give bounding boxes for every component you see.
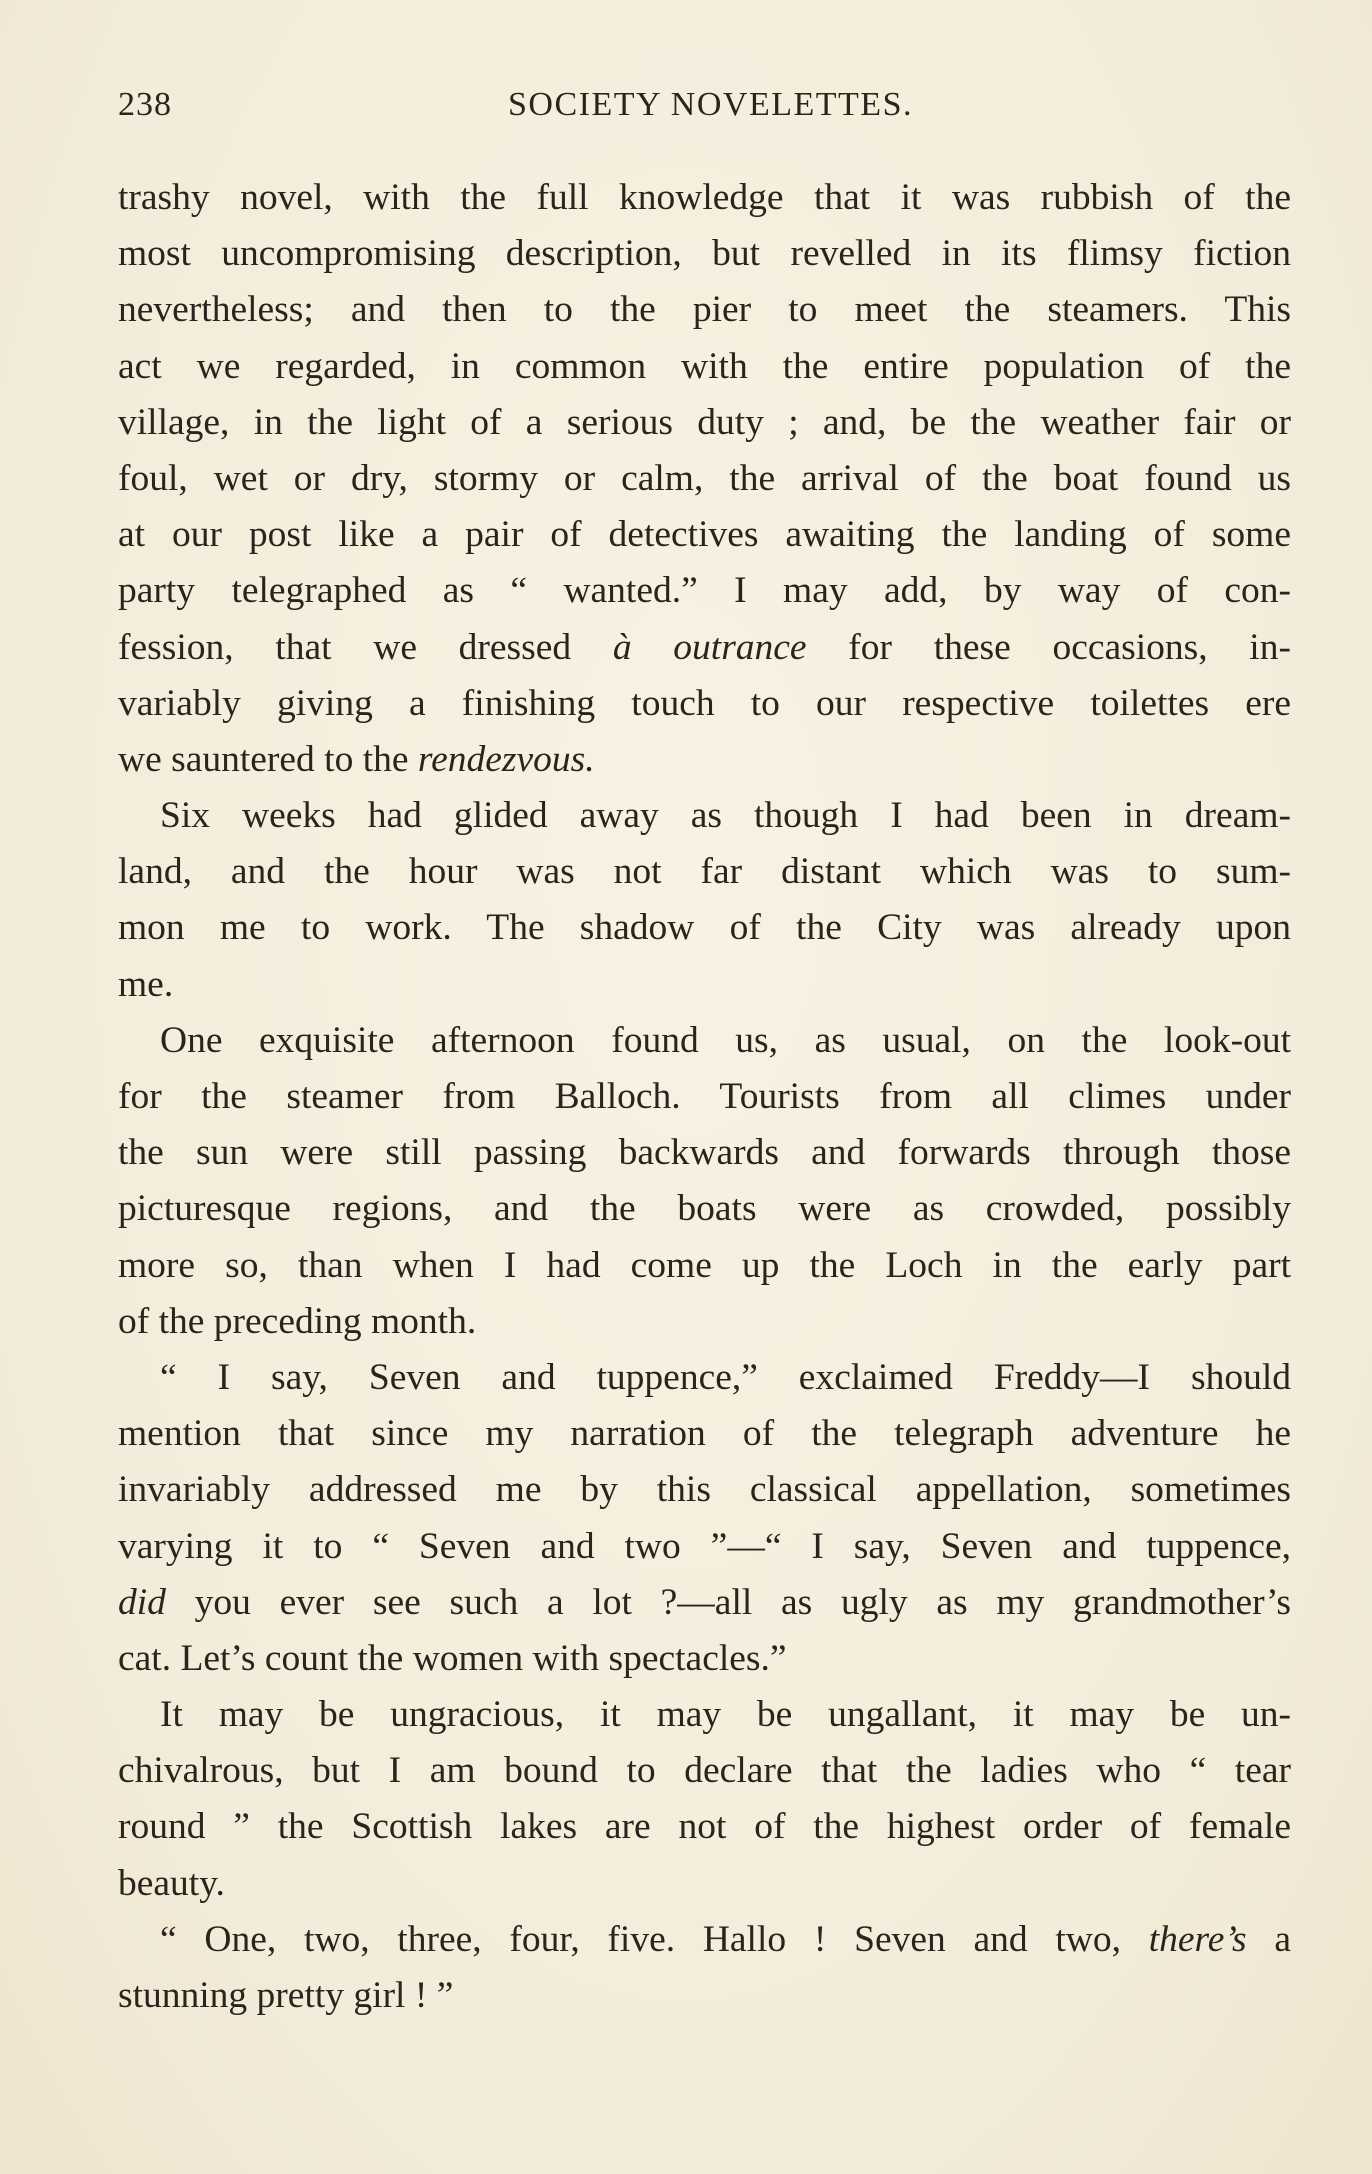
text-line: trashy novel, with the full knowledge that it was rubbish of the: [118, 177, 1291, 218]
text-line: Six weeks had glided away as though I had been in dream-: [160, 795, 1291, 837]
text-line: me.: [118, 963, 174, 1005]
text-line: beauty.: [118, 1862, 225, 1904]
text-segment: a: [1246, 1918, 1291, 1960]
italic-text: there’s: [1148, 1918, 1247, 1960]
text-line: more so, than when I had come up the Loch in the early part: [118, 1244, 1291, 1286]
text-line: variably giving a finishing touch to our respective toilettes ere: [118, 682, 1291, 724]
text-line: [118, 620, 1291, 676]
text-segment: “ One, two, three, four, five. Hallo ! Seven and two,: [160, 1918, 1149, 1960]
text-segment: we sauntered to the: [118, 738, 418, 780]
text-segment: fession, that we dressed: [118, 626, 613, 668]
text-line: It may be ungracious, it may be ungallant, it may be un-: [160, 1694, 1291, 1736]
text-line: picturesque regions, and the boats were as crowded, possibly: [118, 1188, 1291, 1230]
text-line: land, and the hour was not far distant which was to sum-: [118, 851, 1291, 893]
text-line: varying it to “ Seven and two ”—“ I say, Seven and tuppence,: [118, 1525, 1291, 1567]
text-line: most uncompromising description, but revelled in its flimsy fiction: [118, 233, 1291, 275]
running-title: SOCIETY NOVELETTES.: [508, 86, 913, 123]
text-segment: for these occasions, in-: [806, 626, 1291, 668]
text-line: cat. Let’s count the women with spectacles.”: [118, 1637, 787, 1679]
text-segment: you ever see such a lot ?—all as ugly as my grandmother’s: [165, 1581, 1291, 1623]
text-line: “ I say, Seven and tuppence,” exclaimed Freddy—I should: [160, 1356, 1291, 1398]
italic-text: did: [118, 1581, 166, 1623]
italic-text: à outrance: [612, 626, 807, 668]
text-line: at our post like a pair of detectives awaiting the landing of some: [118, 514, 1291, 556]
text-line: mention that since my narration of the telegraph adventure he: [118, 1413, 1291, 1455]
text-line: of the preceding month.: [118, 1300, 477, 1342]
text-line: [118, 1912, 1291, 1968]
text-line: village, in the light of a serious duty ; and, be the weather fair or: [118, 401, 1291, 443]
text-line: foul, wet or dry, stormy or calm, the arrival of the boat found us: [118, 457, 1291, 499]
text-line: for the steamer from Balloch. Tourists from all climes under: [118, 1076, 1291, 1117]
text-line: [118, 1575, 1291, 1631]
text-line: nevertheless; and then to the pier to meet the steamers. This: [118, 289, 1291, 331]
text-line: invariably addressed me by this classical appellation, sometimes: [118, 1469, 1291, 1511]
text-line: One exquisite afternoon found us, as usual, on the look-out: [160, 1019, 1291, 1061]
text-line: round ” the Scottish lakes are not of the highest order of female: [118, 1806, 1291, 1848]
text-line: party telegraphed as “ wanted.” I may add, by way of con-: [118, 570, 1291, 612]
text-line: [118, 732, 1291, 788]
text-line: mon me to work. The shadow of the City was already upon: [118, 907, 1291, 949]
page-header: [118, 82, 1281, 138]
page-number: 238: [118, 86, 172, 123]
text-line: act we regarded, in common with the entire population of the: [118, 345, 1291, 387]
body-text: [118, 170, 1291, 2024]
text-line: chivalrous, but I am bound to declare that the ladies who “ tear: [118, 1750, 1291, 1792]
text-line: stunning pretty girl ! ”: [118, 1975, 454, 2016]
text-line: the sun were still passing backwards and forwards through those: [118, 1132, 1291, 1174]
italic-text: rendezvous.: [417, 738, 595, 780]
